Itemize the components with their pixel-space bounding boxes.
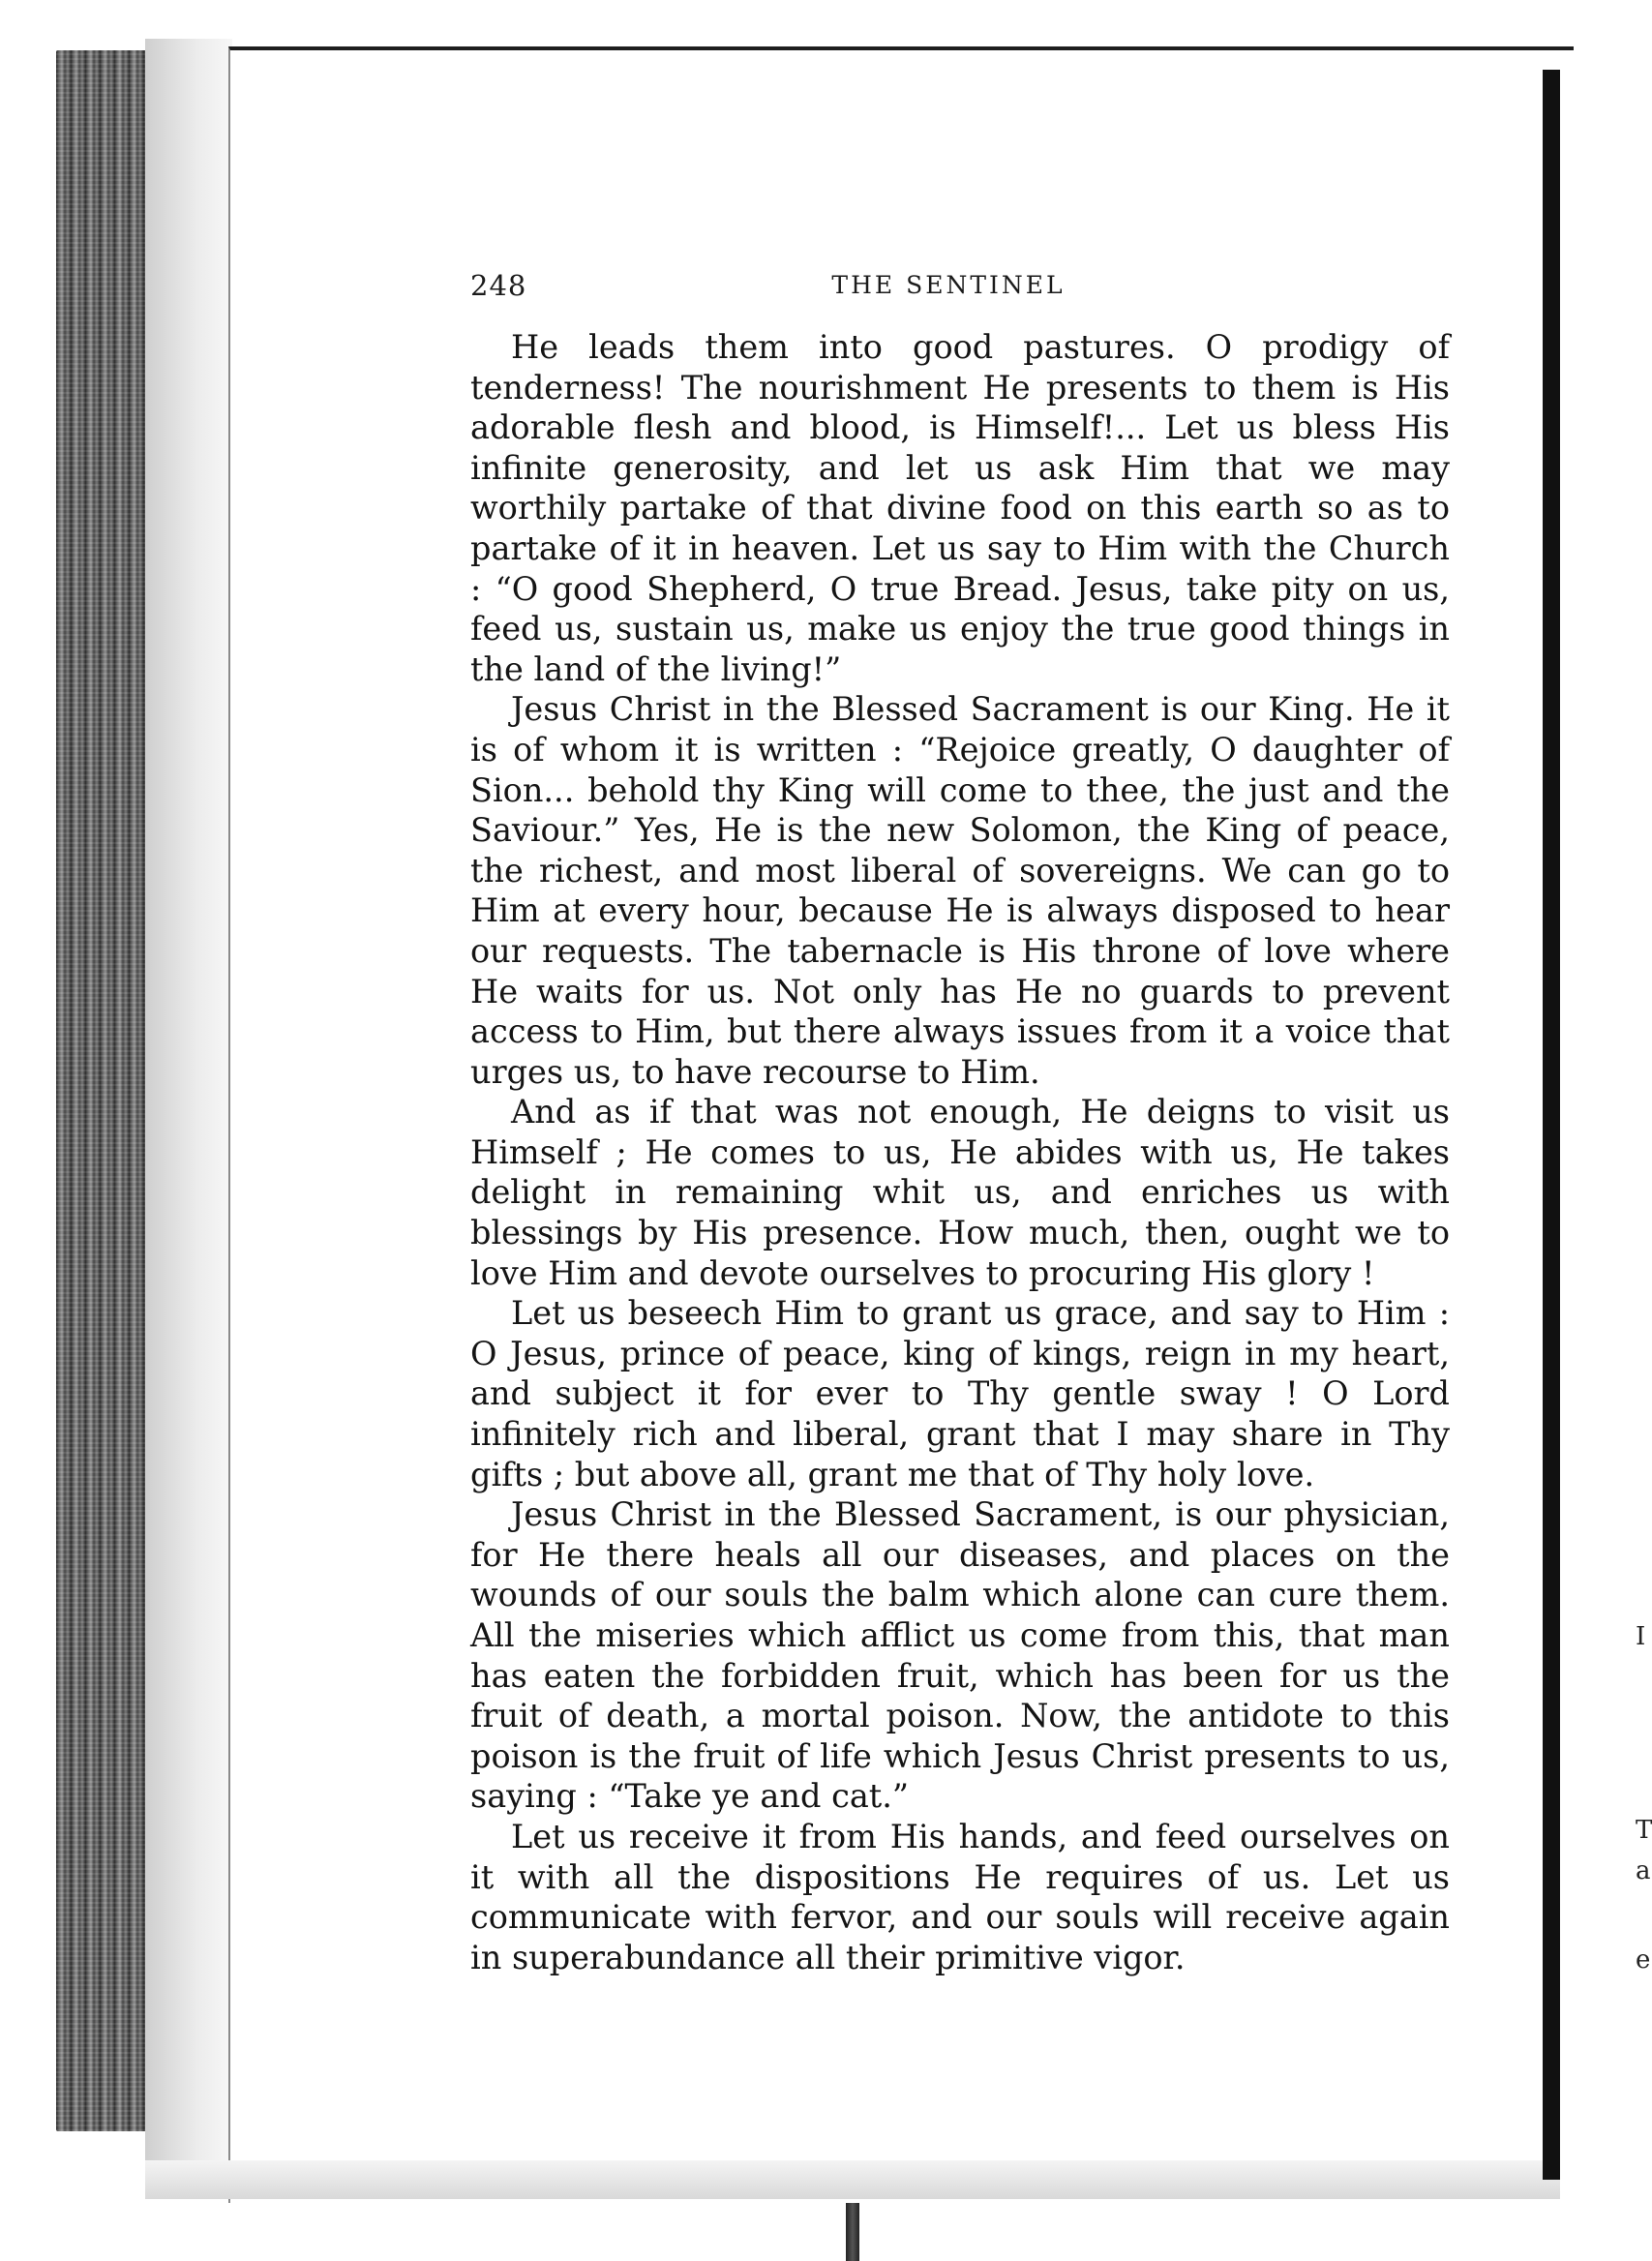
paragraph: Jesus Christ in the Blessed Sacrament is our King. He it is of whom it is written : “Rejoice greatly, O daughter of Sion... behold thy King will come to thee, the just and the Saviour.” Yes, He is the new Solomon, the King of peace, the richest, and most liberal of sovereigns. We can go to Him at every hour, because He is always disposed to hear our requests. The tabernacle is His throne of love where He waits for us. Not only has He no guards to prevent access to Him, but there always issues from it a voice that urges us, to have recourse to Him. xyxy=(470,690,1450,1091)
facing-page-fragment: e xyxy=(1636,1945,1651,1975)
running-head xyxy=(470,269,1427,308)
facing-page-fragment: a xyxy=(1636,1856,1651,1885)
paragraph: And as if that was not enough, He deigns to visit us Himself ; He comes to us, He abides with us, He takes delight in remaining whit us, and enriches us with blessings by His presence. How much, then, ought we to love Him and devote ourselves to procuring His glory ! xyxy=(470,1093,1450,1292)
facing-page-fragment: I xyxy=(1636,1622,1646,1651)
page-gutter-shadow xyxy=(145,39,232,2168)
paragraph: Let us receive it from His hands, and feed ourselves on it with all the dispositions He requires of us. Let us communicate with fervor, and our souls will receive again in superabundance all their primitive vigor. xyxy=(470,1817,1450,1976)
facing-page-fragment: T xyxy=(1636,1816,1652,1845)
page-fold-shadow xyxy=(1543,70,1560,2180)
body-text xyxy=(470,327,1450,1977)
paragraph: He leads them into good pastures. O prodigy of tenderness! The nourishment He presents to them is His adorable flesh and blood, is Himself!... Let us bless His infinite generosity, and let us ask Him that we may worthily partake of that divine food on this earth so as to partake of it in heaven. Let us say to Him with the Church : “O good Shepherd, O true Bread. Jesus, take pity on us, feed us, sustain us, make us enjoy the true good things in the land of the living!” xyxy=(470,328,1450,688)
binding-thread xyxy=(846,2203,859,2261)
page-number: 248 xyxy=(470,269,527,302)
facing-page-strip xyxy=(1560,70,1649,2261)
running-title: THE SENTINEL xyxy=(831,271,1066,299)
paragraph: Let us beseech Him to grant us grace, and say to Him : O Jesus, prince of peace, king of kings, reign in my heart, and subject it for ever to Thy gentle sway ! O Lord infinitely rich and liberal, grant that I may share in Thy gifts ; but above all, grant me that of Thy holy love. xyxy=(470,1294,1450,1493)
page-bottom-edge xyxy=(145,2160,1574,2199)
paragraph: Jesus Christ in the Blessed Sacrament, is our physician, for He there heals all our diseases, and places on the wounds of our souls the balm which alone can cure them. All the miseries which afflict us come from this, that man has eaten the forbidden fruit, which has been for us the fruit of death, a mortal poison. Now, the antidote to this poison is the fruit of life which Jesus Christ presents to us, saying : “Take ye and cat.” xyxy=(470,1495,1450,1816)
